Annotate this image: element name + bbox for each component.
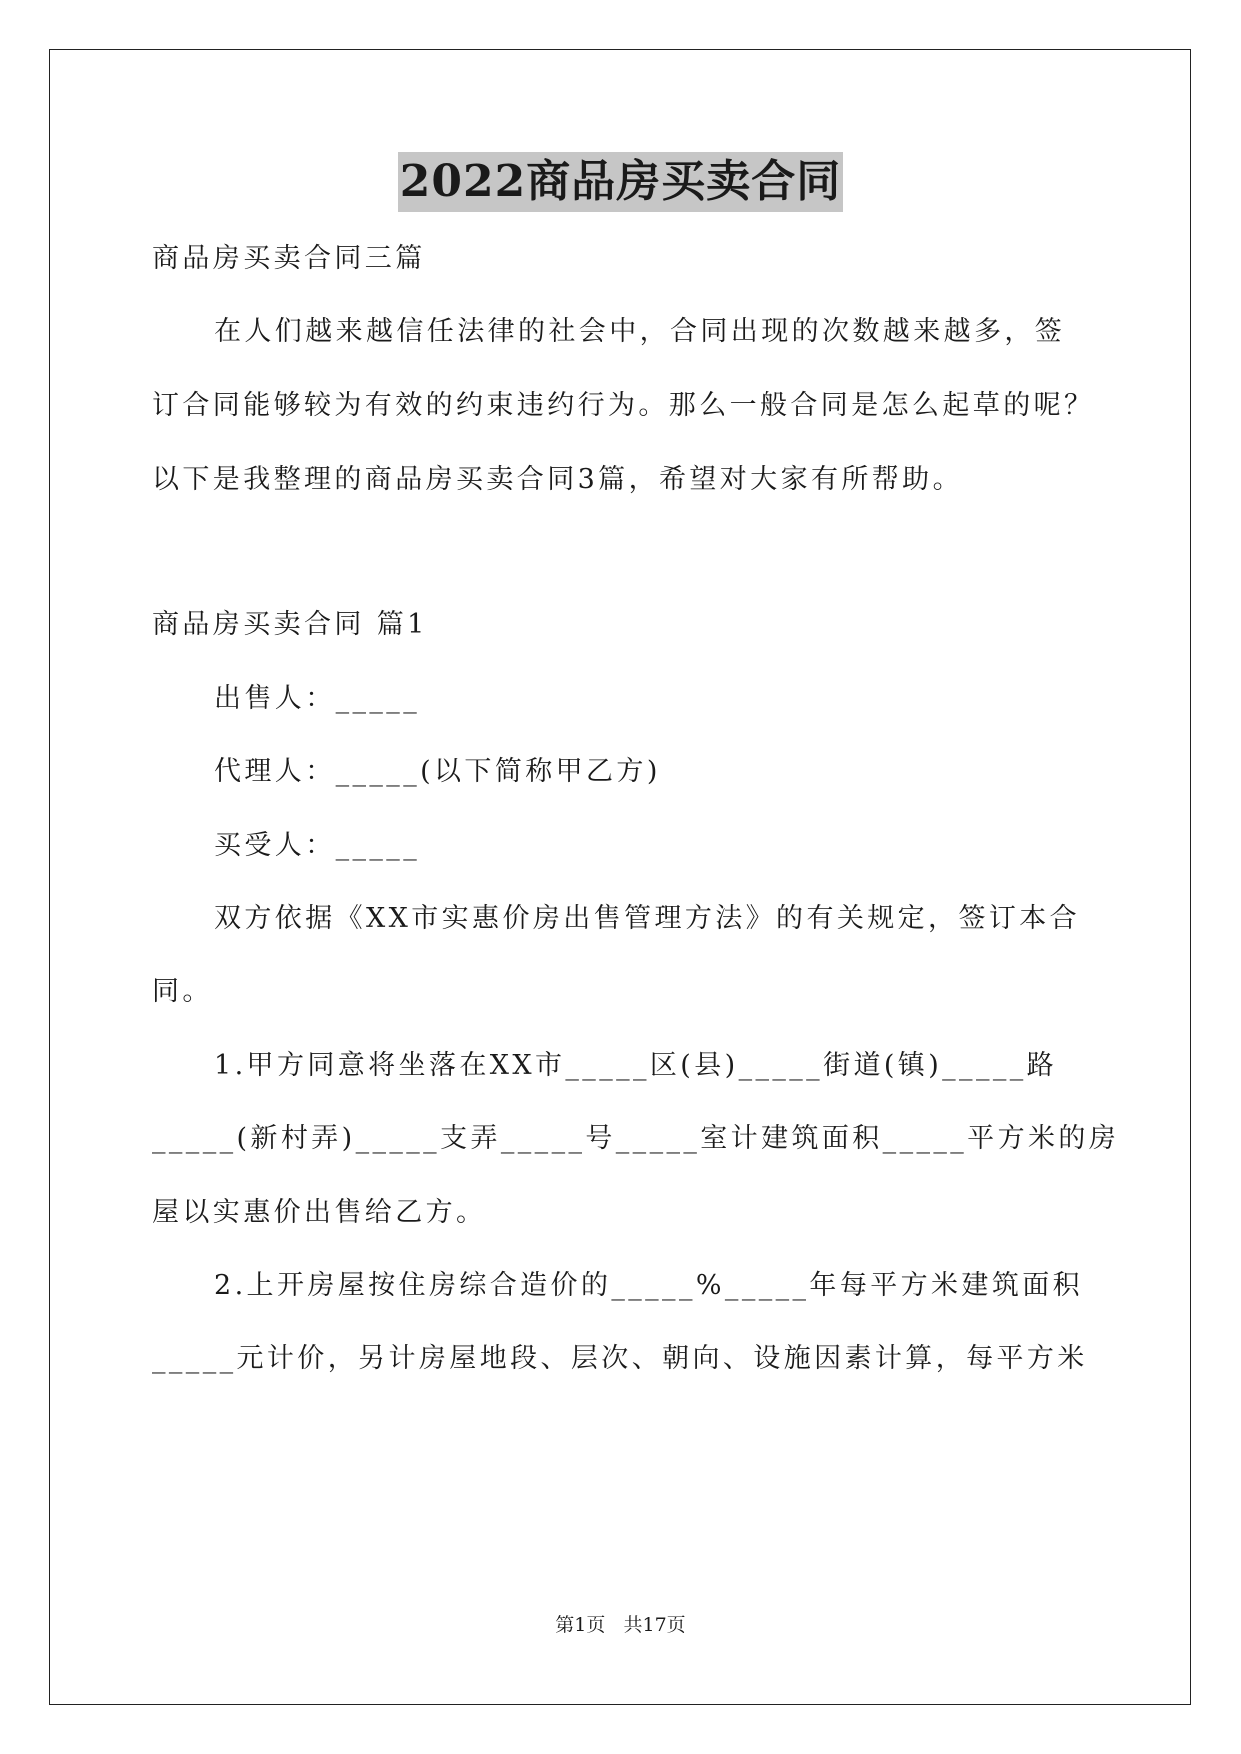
seller-line: 出售人：_____ bbox=[214, 683, 421, 714]
agent-line: 代理人：_____(以下简称甲乙方) bbox=[214, 756, 661, 787]
document-title: 2022商品房买卖合同 bbox=[398, 152, 843, 212]
section-heading: 商品房买卖合同 篇1 bbox=[152, 609, 428, 640]
subtitle-line: 商品房买卖合同三篇 bbox=[152, 243, 426, 274]
agreement-paragraph-line-2: 同。 bbox=[152, 976, 213, 1007]
title-container bbox=[0, 152, 1241, 212]
clause-1-line-1: 1.甲方同意将坐落在XX市_____区(县)_____街道(镇)_____路 bbox=[214, 1050, 1058, 1081]
page-footer: 第1页 共17页 bbox=[555, 1614, 686, 1636]
clause-2-line-1: 2.上开房屋按住房综合造价的_____%_____年每平方米建筑面积 bbox=[214, 1270, 1084, 1301]
intro-paragraph-line-1: 在人们越来越信任法律的社会中，合同出现的次数越来越多，签 bbox=[214, 316, 1066, 347]
clause-1-line-2: _____(新村弄)_____支弄_____号_____室计建筑面积_____平方米的房 bbox=[152, 1123, 1120, 1154]
intro-paragraph-line-2: 订合同能够较为有效的约束违约行为。那么一般合同是怎么起草的呢？ bbox=[152, 390, 1095, 421]
clause-2-line-2: _____元计价，另计房屋地段、层次、朝向、设施因素计算，每平方米 bbox=[152, 1343, 1088, 1374]
intro-paragraph-line-3: 以下是我整理的商品房买卖合同3篇，希望对大家有所帮助。 bbox=[152, 464, 963, 495]
clause-1-line-3: 屋以实惠价出售给乙方。 bbox=[152, 1197, 487, 1228]
buyer-line: 买受人：_____ bbox=[214, 830, 421, 861]
agreement-paragraph-line-1: 双方依据《XX市实惠价房出售管理方法》的有关规定，签订本合 bbox=[214, 903, 1081, 934]
page-border bbox=[49, 49, 1191, 1705]
